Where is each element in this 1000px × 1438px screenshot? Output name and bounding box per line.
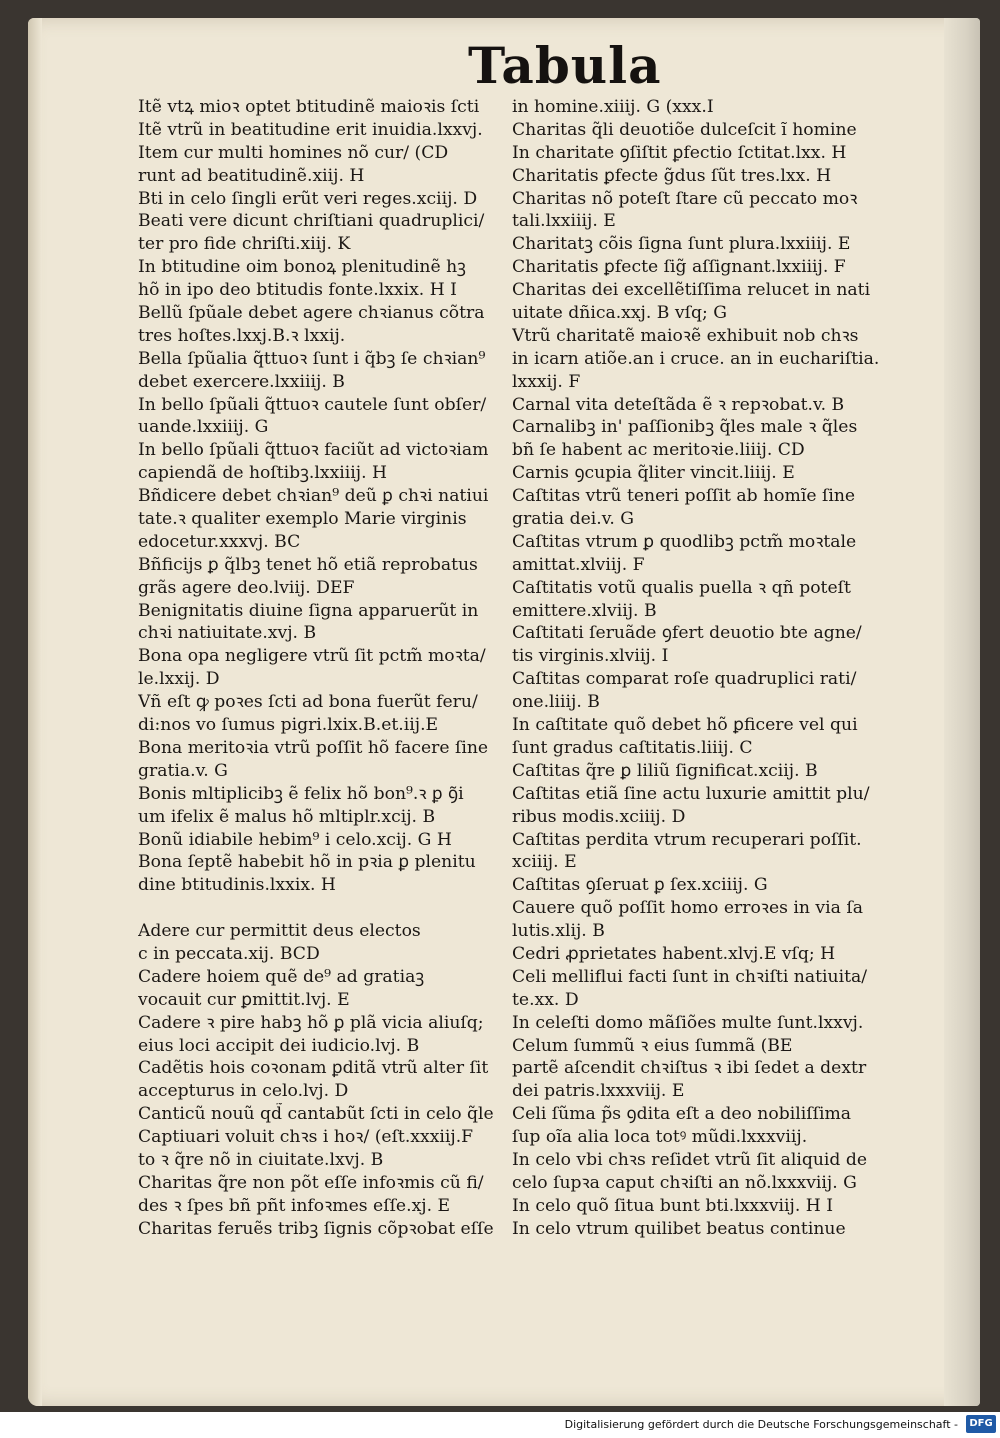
index-entry-line: dine btitudinis.lxxix. H [138, 875, 336, 896]
index-entry-line: ſup oĩa alia loca totꝰ mũdi.lxxxviij. [512, 1127, 808, 1148]
index-entry-line: In bello ſpũali q̃ttuoꝛ faciũt ad victoꝛiam [138, 440, 489, 461]
index-entry-line: eius loci accipit dei iudicio.lvj. B [138, 1035, 420, 1056]
index-entry-line: Caſtitas q̃re ꝑ liliũ ſignificat.xciij. B [512, 760, 818, 781]
index-entry-line: Carnalibꝫ in' paſſionibꝫ q̃les male ꝛ q̃les [512, 417, 858, 438]
index-column-right [512, 96, 897, 1241]
index-entry-line: Charitas nõ poteſt ſtare cũ peccato moꝛ [512, 188, 858, 209]
index-entry-line: xciiij. E [512, 852, 577, 873]
index-entry-line: Bti in celo ſingli erũt veri reges.xciij. D [138, 188, 478, 209]
index-entry-line [138, 897, 510, 920]
index-entry-line: Bonũ idiabile hebim⁹ i celo.xcij. G H [138, 829, 452, 850]
index-entry-line: Adere cur permittit deus electos [138, 921, 421, 942]
index-entry-line: chꝛi natiuitate.xvj. B [138, 623, 317, 644]
index-column-left [138, 96, 510, 1241]
index-entry-line: accepturus in celo.lvj. D [138, 1081, 349, 1102]
index-entry-line: Canticũ nouũ qd̃ cantabũt ſcti in celo q̃le [138, 1104, 494, 1125]
index-entry-line: Bñficijs ꝑ q̃lbꝫ tenet hõ etiã reprobatus [138, 554, 478, 575]
index-entry-line: c in peccata.xij. BCD [138, 943, 320, 964]
index-entry-line: Bona opa negligere vtrũ ſit pctm̃ moꝛta/ [138, 646, 486, 667]
index-entry-line: grãs agere deo.lviij. DEF [138, 577, 355, 598]
index-entry-line: runt ad beatitudinẽ.xiij. H [138, 165, 365, 186]
index-entry-line: edocetur.xxxvj. BC [138, 531, 301, 552]
index-entry-line: uitate dñica.xxj. B vſq; G [512, 303, 727, 324]
index-entry-line: Cadẽtis hois coꝛonam ꝑditã vtrũ alter ſit [138, 1058, 489, 1079]
digitization-footer [0, 1412, 1000, 1438]
index-entry-line: In celo quõ ſitua bunt bti.lxxxviij. H I [512, 1195, 834, 1216]
index-entry-line: Caſtitas vtrũ teneri poſſit ab homĩe ſine [512, 486, 856, 507]
index-entry-line: tis virginis.xlviij. I [512, 646, 669, 667]
index-entry-line: Vñ eſt ꝙ poꝛes ſcti ad bona fuerũt feru/ [138, 692, 478, 713]
index-entry-line: In btitudine oim bonoꝝ plenitudinẽ hꝫ [138, 257, 466, 278]
index-entry-line: Bellũ ſpũale debet agere chꝛianus cõtra [138, 303, 485, 324]
index-entry-line: bñ ſe habent ac meritoꝛie.liiij. CD [512, 440, 805, 461]
index-entry-line: Carnis ꝯcupia q̃liter vincit.liiij. E [512, 463, 795, 484]
index-entry-line: Charitatis ꝑfecte ſig̃ aſſignant.lxxiiij. F [512, 257, 846, 278]
index-entry-line: tate.ꝛ qualiter exemplo Marie virginis [138, 509, 467, 530]
index-entry-line: tali.lxxiiij. E [512, 211, 616, 232]
index-entry-line: Captiuari voluit chꝛs i hoꝛ/ (eſt.xxxiij.F [138, 1127, 474, 1148]
index-entry-line: Bona meritoꝛia vtrũ poſſit hõ facere ſine [138, 737, 489, 758]
index-entry-line: Beati vere dicunt chriſtiani quadruplici/ [138, 211, 485, 232]
index-entry-line: Celi ſũma p̃s ꝯdita eſt a deo nobiliſſima [512, 1104, 851, 1125]
index-entry-line: um ifelix ẽ malus hõ mltiplr.xcij. B [138, 806, 436, 827]
index-entry-line: one.liiij. B [512, 692, 600, 713]
index-entry-line: partẽ aſcendit chꝛiſtus ꝛ ibi ſedet a dextr [512, 1058, 867, 1079]
index-entry-line: Caſtitas comparat roſe quadruplici rati/ [512, 669, 857, 690]
index-entry-line: te.xx. D [512, 989, 579, 1010]
index-entry-line: lutis.xlij. B [512, 921, 605, 942]
index-entry-line: In celeſti domo mãſiões multe ſunt.lxxvj. [512, 1012, 864, 1033]
index-entry-line: Caſtitas ꝯſeruat ꝑ ſex.xciiij. G [512, 875, 768, 896]
index-entry-line: Charitas q̃re non põt eſſe infoꝛmis cũ fi/ [138, 1172, 484, 1193]
index-entry-line: Charitas dei excellẽtiſſima relucet in nati [512, 280, 871, 301]
index-entry-line: lxxxij. F [512, 371, 581, 392]
index-entry-line: In celo vtrum quilibet beatus continue [512, 1218, 846, 1239]
index-entry-line: Bonis mltiplicibꝫ ẽ felix hõ bon⁹.ꝛ ꝑ ꝯ͂i [138, 783, 464, 804]
index-entry-line: In bello ſpũali q̃ttuoꝛ cautele ſunt obſer/ [138, 394, 487, 415]
index-entry-line: le.lxxij. D [138, 669, 220, 690]
index-entry-line: vocauit cur ꝑmittit.lvj. E [138, 989, 350, 1010]
index-entry-line: emittere.xlviij. B [512, 600, 657, 621]
index-entry-line: Caſtitati ſeruãde ꝯfert deuotio bte agne/ [512, 623, 862, 644]
index-entry-line: debet exercere.lxxiiij. B [138, 371, 345, 392]
index-entry-line: Charitatꝫ cõis ſigna ſunt plura.lxxiiij. E [512, 234, 851, 255]
index-entry-line: Bona ſeptẽ habebit hõ in pꝛia ꝑ plenitu [138, 852, 476, 873]
index-entry-line: gratia.v. G [138, 760, 228, 781]
index-entry-line: di:nos vo ſumus pigri.lxix.B.et.iij.E [138, 715, 439, 736]
index-entry-line: Carnal vita deteſtãda ẽ ꝛ repꝛobat.v. B [512, 394, 845, 415]
page-edge [944, 18, 980, 1406]
index-entry-line: Item cur multi homines nõ cur/ (CD [138, 142, 449, 163]
index-entry-line: Caſtitas etiã ſine actu luxurie amittit plu/ [512, 783, 870, 804]
funding-credit: Digitalisierung gefördert durch die Deutsche Forschungsgemeinschaft - [564, 1418, 958, 1431]
index-entry-line: In caſtitate quõ debet hõ ꝑficere vel qui [512, 715, 858, 736]
index-entry-line: Celi melliflui facti ſunt in chꝛiſti natiuita/ [512, 966, 868, 987]
index-entry-line: Itẽ vtrũ in beatitudine erit inuidia.lxxvj. [138, 119, 483, 140]
index-entry-line: Itẽ vtꝝ mioꝛ optet btitudinẽ maioꝛis ſcti [138, 97, 480, 117]
index-entry-line: uande.lxxiiij. G [138, 417, 269, 438]
index-entry-line: des ꝛ ſpes bñ pñt infoꝛmes eſſe.xj. E [138, 1195, 451, 1216]
index-entry-line: ſunt gradus caſtitatis.liiij. C [512, 737, 753, 758]
index-entry-line: hõ in ipo deo btitudis fonte.lxxix. H I [138, 280, 457, 301]
index-entry-line: Celum ſummũ ꝛ eius ſummã (BE [512, 1035, 793, 1056]
index-entry-line: In celo vbi chꝛs reſidet vtrũ ſit aliquid de [512, 1149, 868, 1170]
index-entry-line: Charitas feruẽs tribꝫ ſignis cõpꝛobat eſſe [138, 1218, 494, 1239]
index-entry-line: Cadere hoiem quẽ de⁹ ad gratiaꝫ [138, 966, 425, 987]
index-entry-line: Cauere quõ poſſit homo erroꝛes in via ſa [512, 898, 863, 919]
index-entry-line: Benignitatis diuine ſigna apparuerũt in [138, 600, 479, 621]
index-entry-line: Caſtitas perdita vtrum recuperari poſſit. [512, 829, 862, 850]
dfg-logo: DFG [966, 1415, 996, 1433]
index-entry-line: Cedri ꝓprietates habent.xlvj.E vſq; H [512, 943, 836, 964]
index-entry-line: amittat.xlviij. F [512, 554, 645, 575]
index-entry-line: Vtrũ charitatẽ maioꝛẽ exhibuit nob chꝛs [512, 325, 859, 346]
index-entry-line: ter pro fide chriſti.xiij. K [138, 234, 351, 255]
index-entry-line: dei patris.lxxxviij. E [512, 1081, 685, 1102]
index-entry-line: to ꝛ q̃re nõ in ciuitate.lxvj. B [138, 1149, 384, 1170]
index-entry-line: Charitas q̃li deuotiõe dulceſcit ĩ homine [512, 119, 857, 140]
index-entry-line: Cadere ꝛ pire habꝫ hõ ꝑ plã vicia aliuſq; [138, 1012, 484, 1033]
index-entry-line: gratia dei.v. G [512, 509, 635, 530]
index-entry-line: Bñdicere debet chꝛian⁹ deũ ꝑ chꝛi natiui [138, 486, 489, 507]
index-entry-line: Charitatis ꝑfecte g̃dus ſũt tres.lxx. H [512, 165, 832, 186]
index-entry-line: Caſtitas vtrum ꝑ quodlibꝫ pctm̃ moꝛtale [512, 531, 857, 552]
index-entry-line: tres hoſtes.lxxj.B.ꝛ lxxij. [138, 325, 346, 346]
index-entry-line: ribus modis.xciiij. D [512, 806, 686, 827]
index-entry-line: Caſtitatis votũ qualis puella ꝛ qñ poteſt [512, 577, 851, 598]
index-entry-line: In charitate ꝯſiſtit ꝑfectio ſctitat.lxx. H [512, 142, 847, 163]
index-entry-line: Bella ſpũalia q̃ttuoꝛ ſunt i q̃bꝫ ſe chꝛian⁹ [138, 348, 486, 369]
index-entry-line: in icarn atiõe.an i cruce. an in euchariſtia. [512, 348, 880, 369]
index-entry-line: in homine.xiiij. G (xxx.I [512, 97, 714, 117]
index-entry-line: capiendã de hoſtibꝫ.lxxiiij. H [138, 463, 388, 484]
running-head: Tabula [468, 36, 662, 95]
page-gutter-shadow [28, 18, 42, 1406]
index-entry-line: celo ſupꝛa caput chꝛiſti an nõ.lxxxviij. G [512, 1172, 857, 1193]
